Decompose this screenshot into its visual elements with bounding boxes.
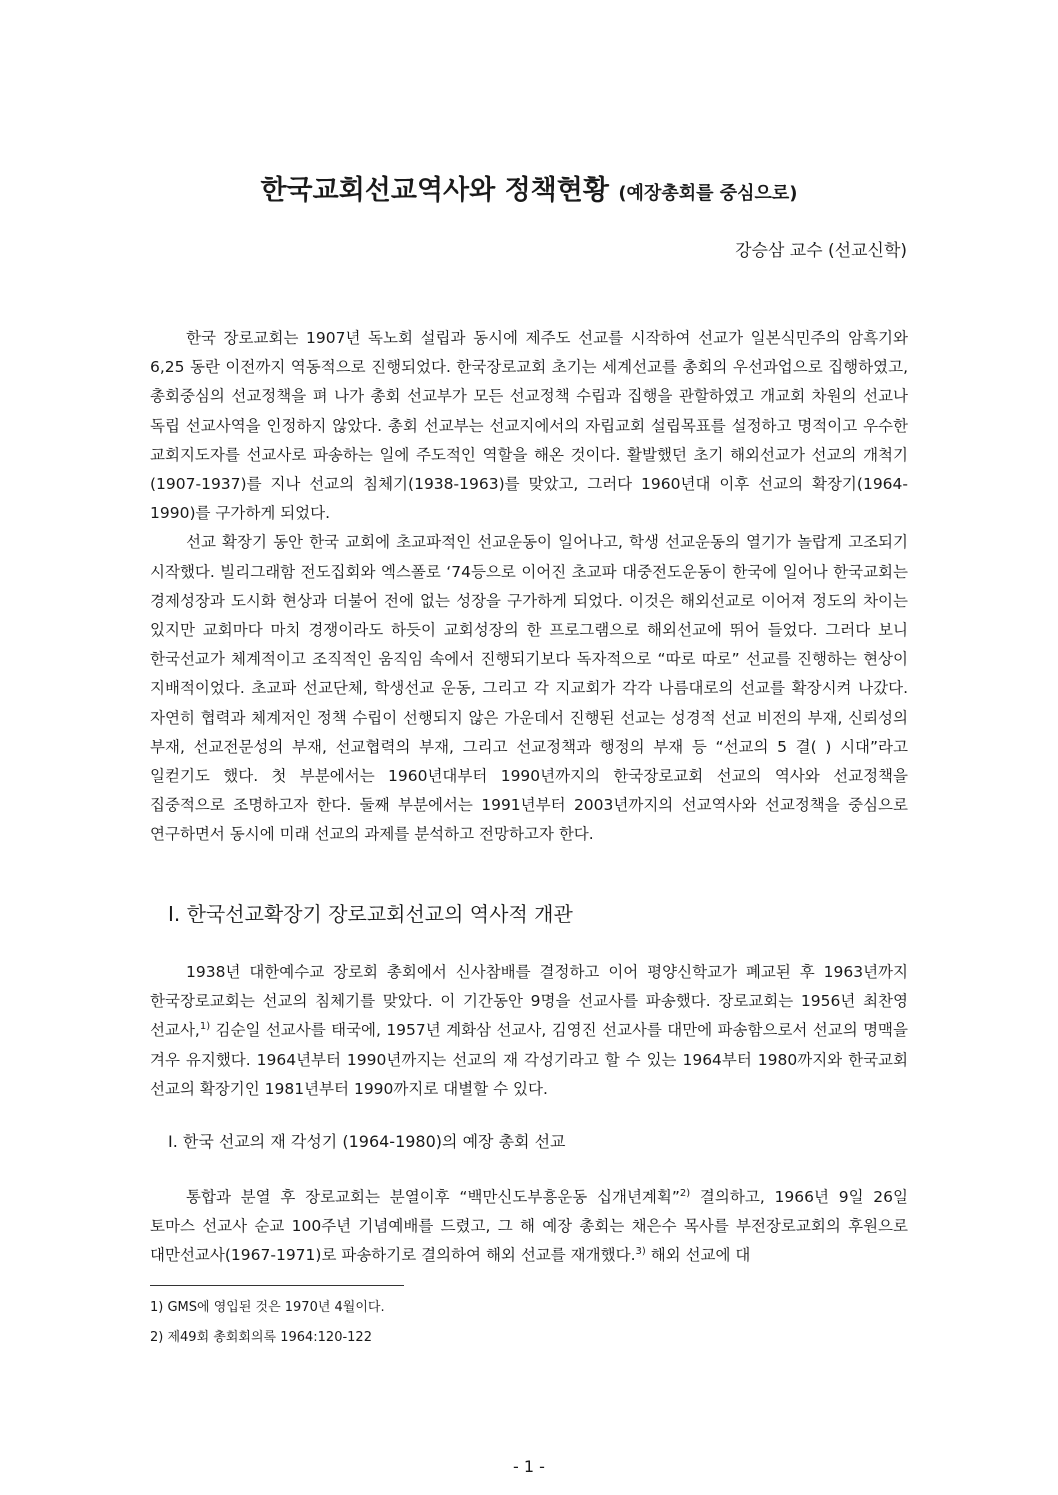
section-2-text-b: 결의하고, 1966년 9일 26일 토마스 선교사 순교 100주년 기념예배를 드렸고, 그 해 예장 총회는 채은수 목사를 부전장로교회의 후원으로 대만선교사(1967-1971)로 파송하기로 결의하여 해외 선교를 재개했다. [150,1188,908,1265]
page-number: - 1 - [513,1457,545,1476]
section-1-body [150,958,908,1104]
author-line: 강승삼 교수 (선교신학) [735,241,907,261]
section-1-heading: I. 한국선교확장기 장로교회선교의 역사적 개관 [168,902,573,926]
footnote-ref-3: 3) [635,1246,646,1258]
section-2-heading: I. 한국 선교의 재 각성기 (1964-1980)의 예장 총회 선교 [168,1132,566,1151]
document-title [0,168,1058,207]
footnote-2: 2) 제49회 총회회의록 1964:120-122 [150,1330,372,1345]
title-main: 한국교회선교역사와 정책현황 [260,175,609,206]
footnote-divider [150,1285,404,1286]
title-subtitle: (예장총회를 중심으로) [618,183,798,204]
section-2-text-a: 통합과 분열 후 장로교회는 분열이후 “백만신도부흥운동 십개년계획” [186,1188,680,1206]
section-2-paragraph [150,1183,908,1271]
section-2-body [150,1183,908,1271]
footnote-1: 1) GMS에 영입된 것은 1970년 4월이다. [150,1300,385,1315]
section-1-text-a: 1938년 대한예수교 장로회 총회에서 신사참배를 결정하고 이어 평양신학교가 폐교된 후 1963년까지 한국장로교회는 선교의 침체기를 맞았다. 이 기간동안 9명을 선교사를 파송했다. 장로교회는 1956년 최찬영 선교사, [150,963,908,1040]
footnote-ref-1: 1) [199,1021,211,1033]
intro-paragraph-1: 한국 장로교회는 1907년 독노회 설립과 동시에 제주도 선교를 시작하여 선교가 일본식민주의 암흑기와 6,25 동란 이전까지 역동적으로 진행되었다. 한국장로교회 초기는 세계선교를 총회의 우선과업으로 집행하였고, 총회중심의 선교정책을 펴 나가 총회 선교부가 모든 선교정책 수립과 집행을 관할하였고 개교회 차원의 선교나 독립 선교사역을 인정하지 않았다. 총회 선교부는 선교지에서의 자립교회 설립목표를 설정하고 명적이고 우수한 교회지도자를 선교사로 파송하는 일에 주도적인 역할을 해온 것이다. 활발했던 초기 해외선교가 선교의 개척기(1907-1937)를 지나 선교의 침체기(1938-1963)를 맞았고, 그러다 1960년대 이후 선교의 확장기(1964-1990)를 구가하게 되었다. [150,329,908,523]
section-1-text-b: 김순일 선교사를 태국에, 1957년 계화삼 선교사, 김영진 선교사를 대만에 파송함으로서 선교의 명맥을 겨우 유지했다. 1964년부터 1990년까지는 선교의 재 각성기라고 할 수 있는 1964부터 1980까지와 한국교회 선교의 확장기인 1981년부터 1990까지로 대별할 수 있다. [150,1021,908,1098]
footnote-ref-2: 2) [679,1187,691,1199]
intro-section [150,324,908,850]
section-2-text-c: 해외 선교에 대 [645,1246,751,1265]
section-1-paragraph [150,958,908,1104]
intro-paragraph-2: 선교 확장기 동안 한국 교회에 초교파적인 선교운동이 일어나고, 학생 선교운동의 열기가 놀랍게 고조되기 시작했다. 빌리그래함 전도집회와 엑스폴로 ‘74등으로 이어진 초교파 대중전도운동이 한국에 일어나 한국교회는 경제성장과 도시화 현상과 더불어 전에 없는 성장을 구가하게 되었다. 이것은 해외선교로 이어져 정도의 차이는 있지만 교회마다 마치 경쟁이라도 하듯이 교회성장의 한 프로그램으로 해외선교에 뛰어 들었다. 그러다 보니 한국선교가 체계적이고 조직적인 움직임 속에서 진행되기보다 독자적으로 “따로 따로” 선교를 진행하는 현상이 지배적이었다. 초교파 선교단체, 학생선교 운동, 그리고 각 지교회가 각각 나름대로의 선교를 확장시켜 나갔다. 자연히 협력과 체계저인 정책 수립이 선행되지 않은 가운데서 진행된 선교는 성경적 선교 비전의 부재, 신뢰성의 부재, 선교전문성의 부재, 선교협력의 부재, 그리고 선교정책과 행정의 부재 등 “선교의 5 결( ) 시대”라고 일컫기도 했다. 첫 부분에서는 1960년대부터 1990년까지의 한국장로교회 선교의 역사와 선교정책을 집중적으로 조명하고자 한다. 둘째 부분에서는 1991년부터 2003년까지의 선교역사와 선교정책을 중심으로 연구하면서 동시에 미래 선교의 과제를 분석하고 전망하고자 한다. [150,533,908,844]
